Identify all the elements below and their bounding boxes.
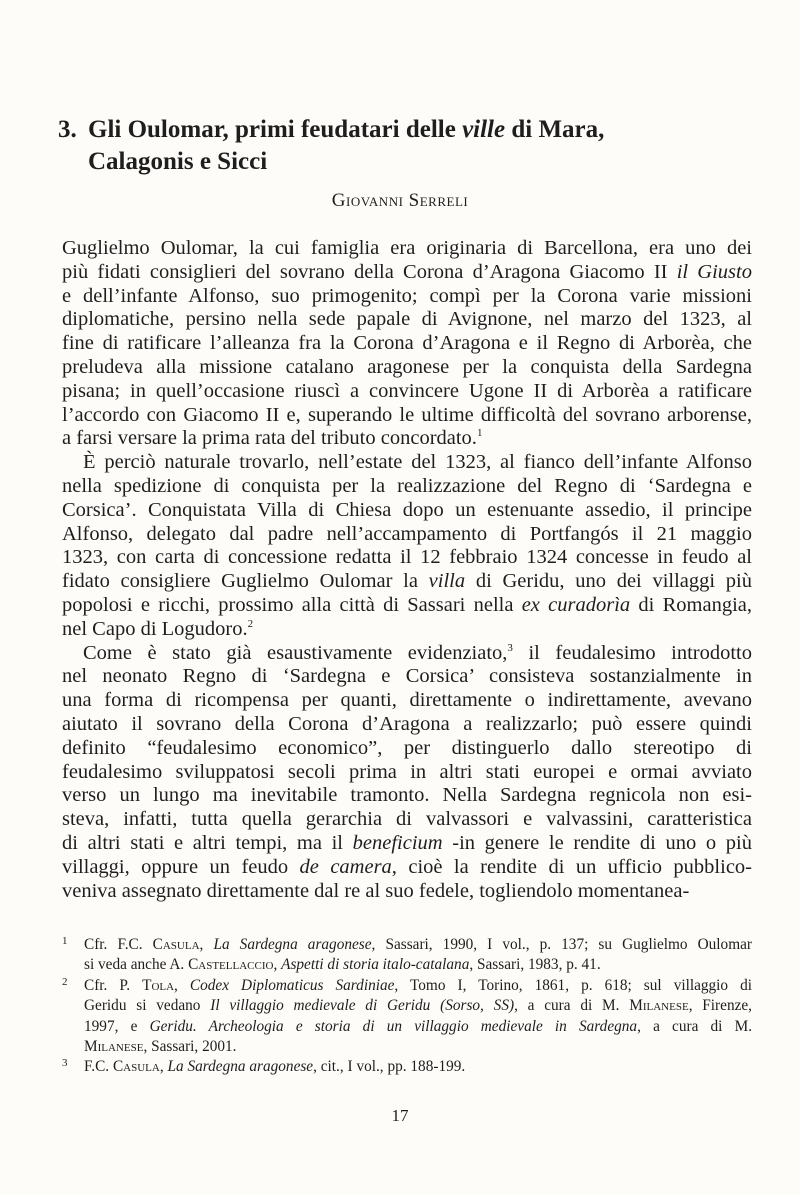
- text-run: F.C.: [84, 1058, 113, 1076]
- text-run: Come è stato già esaustivamente evidenziato,: [83, 641, 508, 664]
- paragraph-line: [62, 499, 752, 523]
- italic-run: La Sardegna aragonese: [213, 936, 372, 953]
- paragraph-line: [62, 808, 752, 832]
- paragraph-line: [62, 404, 752, 428]
- italic-run: Aspetti di storia italo-catalana: [281, 956, 470, 974]
- text-run: una forma di ricompensa per quanti, direttamente o indirettamente, avevano: [62, 689, 752, 712]
- paragraph-line: [62, 832, 752, 856]
- text-run: popolosi e ricchi, prossimo alla città di Sassari nella: [62, 593, 522, 616]
- text-run: pisana; in quell’occasione riuscì a convincere Ugone II di Arborèa a ratificare: [62, 379, 752, 402]
- paragraph-line: [62, 761, 752, 785]
- text-run: ,: [199, 936, 214, 953]
- text-run: a farsi versare la prima rata del tributo concordato.: [62, 427, 477, 450]
- body-text: [62, 237, 752, 903]
- text-run: Cfr. P.: [84, 976, 143, 994]
- text-run: di altri stati e altri tempi, ma il: [62, 831, 353, 854]
- footnote-line: [84, 976, 752, 996]
- paragraph-line: [62, 713, 752, 737]
- paragraph-line: [62, 665, 752, 689]
- italic-run: Il villaggio medievale di Geridu (Sorso, SS): [210, 997, 515, 1015]
- text-run: veniva assegnato direttamente dal re al suo fedele, togliendolo momentanea-: [62, 879, 690, 902]
- text-run: fidato consigliere Guglielmo Oulomar la: [62, 570, 429, 593]
- paragraph-line: [62, 880, 752, 904]
- paragraph-line: [62, 427, 752, 451]
- chapter-title-line-2: Calagonis e Sicci: [88, 148, 268, 175]
- small-caps-name: Casula: [112, 1058, 160, 1076]
- paragraph-line: [62, 356, 752, 380]
- paragraph-line: [62, 380, 752, 404]
- italic-run: villa: [428, 570, 466, 593]
- text-run: Cfr. F.C.: [84, 936, 153, 953]
- italic-run: de camera: [299, 855, 392, 878]
- text-run: villaggi, oppure un feudo: [62, 855, 300, 878]
- footnote-line: [84, 1037, 752, 1057]
- paragraph-line: [62, 689, 752, 713]
- paragraph-line: [62, 856, 752, 880]
- footnote: [62, 935, 752, 976]
- text-run: , cit., I vol., pp. 188-199.: [313, 1058, 466, 1076]
- footnote-line: [84, 1057, 752, 1077]
- text-run: Guglielmo Oulomar, la cui famiglia era originaria di Barcellona, era uno dei: [62, 237, 752, 259]
- paragraph-line: [62, 546, 752, 570]
- italic-run: Geridu. Archeologia e storia di un villaggio medievale in Sardegna: [149, 1017, 638, 1035]
- small-caps-name: Castellaccio: [188, 956, 274, 974]
- text-run: , Sassari, 1990, I vol., p. 137; su Guglielmo Oulomar: [371, 936, 752, 953]
- text-run: 1323, con carta di concessione redatta il 12 febbraio 1324 concesse in feudo al: [62, 546, 752, 569]
- paragraph-line: [62, 737, 752, 761]
- small-caps-name: Casula: [152, 936, 200, 953]
- text-run: preludeva alla missione catalano aragonese per la conquista della Sardegna: [62, 355, 752, 378]
- footnote-line: [84, 1017, 752, 1037]
- footnote: [62, 976, 752, 1058]
- footnote-line: [84, 996, 752, 1016]
- text-run: È perciò naturale trovarlo, nell’estate del 1323, al fianco dell’infante Alfonso: [83, 451, 752, 474]
- text-run: aiutato il sovrano della Corona d’Aragona a realizzarlo; può essere quindi: [62, 712, 752, 735]
- small-caps-name: Milanese: [629, 997, 689, 1015]
- paragraph-line: [62, 285, 752, 309]
- footnotes: [62, 935, 752, 1078]
- text-run: il feudalesimo introdotto: [512, 641, 752, 664]
- text-run: definito “feudalesimo economico”, per distinguerlo dallo stereotipo di: [62, 736, 752, 759]
- text-run: si veda anche A.: [84, 956, 189, 974]
- text-run: ,: [159, 1058, 168, 1076]
- text-run: l’accordo con Giacomo II e, superando le ultime difficoltà del sovrano arborense,: [62, 403, 752, 426]
- author-name: Giovanni Serreli: [331, 190, 469, 211]
- paragraph-line: [62, 237, 752, 261]
- text-run: ,: [273, 956, 282, 974]
- paragraph-line: [62, 308, 752, 332]
- text-run: , cioè la rendite di un ufficio pubblico-: [391, 855, 752, 878]
- footnote-reference: 3: [507, 641, 513, 654]
- text-run: , Tomo I, Torino, 1861, p. 618; sul villaggio di: [394, 976, 753, 994]
- text-run: ,: [174, 976, 190, 994]
- paragraph-line: [62, 475, 752, 499]
- chapter-number: 3.: [58, 116, 77, 143]
- text-run: -in genere le rendite di uno o più: [442, 831, 752, 854]
- text-run: , a cura di M.: [514, 997, 630, 1015]
- italic-run: Codex Diplomaticus Sardiniae: [189, 976, 395, 994]
- text-run: nella spedizione di conquista per la realizzazione del Regno di ‘Sardegna e: [62, 474, 752, 497]
- paragraph-line: [62, 332, 752, 356]
- paragraph-line: [62, 570, 752, 594]
- paragraph-line: [62, 642, 752, 666]
- footnote-mark: 1: [62, 935, 68, 947]
- paragraph-line: [62, 784, 752, 808]
- text-run: 1997, e: [84, 1017, 150, 1035]
- italic-run: il Giusto: [676, 260, 752, 283]
- paragraph-line: [62, 523, 752, 547]
- footnote-mark: 3: [62, 1057, 68, 1070]
- footnote-mark: 2: [62, 975, 68, 988]
- italic-run: ex curadorìa: [521, 593, 631, 616]
- text-run: Corsica’. Conquistata Villa di Chiesa dopo un estenuante assedio, il principe: [62, 498, 752, 521]
- text-run: fine di ratificare l’alleanza fra la Corona d’Aragona e il Regno di Arborèa, che: [62, 332, 752, 355]
- text-run: diplomatiche, persino nella sede papale di Avignone, nel marzo del 1323, al: [62, 308, 752, 331]
- chapter-title-line-1: Gli Oulomar, primi feudatari delle ville di Mara,: [88, 116, 605, 143]
- paragraph-line: [62, 261, 752, 285]
- footnote-reference: 2: [247, 617, 254, 630]
- small-caps-name: Milanese: [84, 1038, 144, 1056]
- text-run: Geridu si vedano: [84, 997, 211, 1015]
- text-run: steva, infatti, tutta quella gerarchia di valvassori e valvassini, caratteristica: [62, 808, 752, 831]
- text-run: , Sassari, 2001.: [143, 1038, 237, 1056]
- text-run: di Geridu, uno dei villaggi più: [465, 570, 752, 593]
- footnote-reference: 1: [476, 427, 483, 440]
- text-run: e dell’infante Alfonso, suo primogenito; compì per la Corona varie missioni: [62, 284, 752, 307]
- italic-run: La Sardegna aragonese: [167, 1058, 314, 1076]
- text-run: feudalesimo sviluppatosi secoli prima in altri stati europei e ormai avviato: [62, 760, 752, 783]
- paragraph-line: [62, 618, 752, 642]
- text-run: , Sassari, 1983, p. 41.: [469, 956, 601, 974]
- footnote-line: [84, 935, 752, 955]
- text-run: , a cura di M.: [637, 1017, 753, 1035]
- text-run: di Romangia,: [630, 593, 752, 616]
- page-number: 17: [391, 1106, 409, 1125]
- italic-run: beneficium: [352, 831, 443, 854]
- footnote: [62, 1057, 752, 1077]
- text-run: Alfonso, delegato dal padre nell’accampamento di Portfangós il 21 maggio: [62, 522, 752, 545]
- paragraph-line: [62, 451, 752, 475]
- paragraph-line: [62, 594, 752, 618]
- footnote-line: [84, 955, 752, 975]
- text-run: più fidati consiglieri del sovrano della Corona d’Aragona Giacomo II: [62, 260, 677, 283]
- text-run: verso un lungo ma inevitabile tramonto. Nella Sardegna regnicola non esi-: [62, 784, 752, 807]
- text-run: nel neonato Regno di ‘Sardegna e Corsica’ consisteva sostanzialmente in: [62, 665, 752, 688]
- small-caps-name: Tola: [142, 976, 175, 994]
- text-run: nel Capo di Logudoro.: [62, 617, 248, 640]
- text-run: , Firenze,: [688, 997, 752, 1015]
